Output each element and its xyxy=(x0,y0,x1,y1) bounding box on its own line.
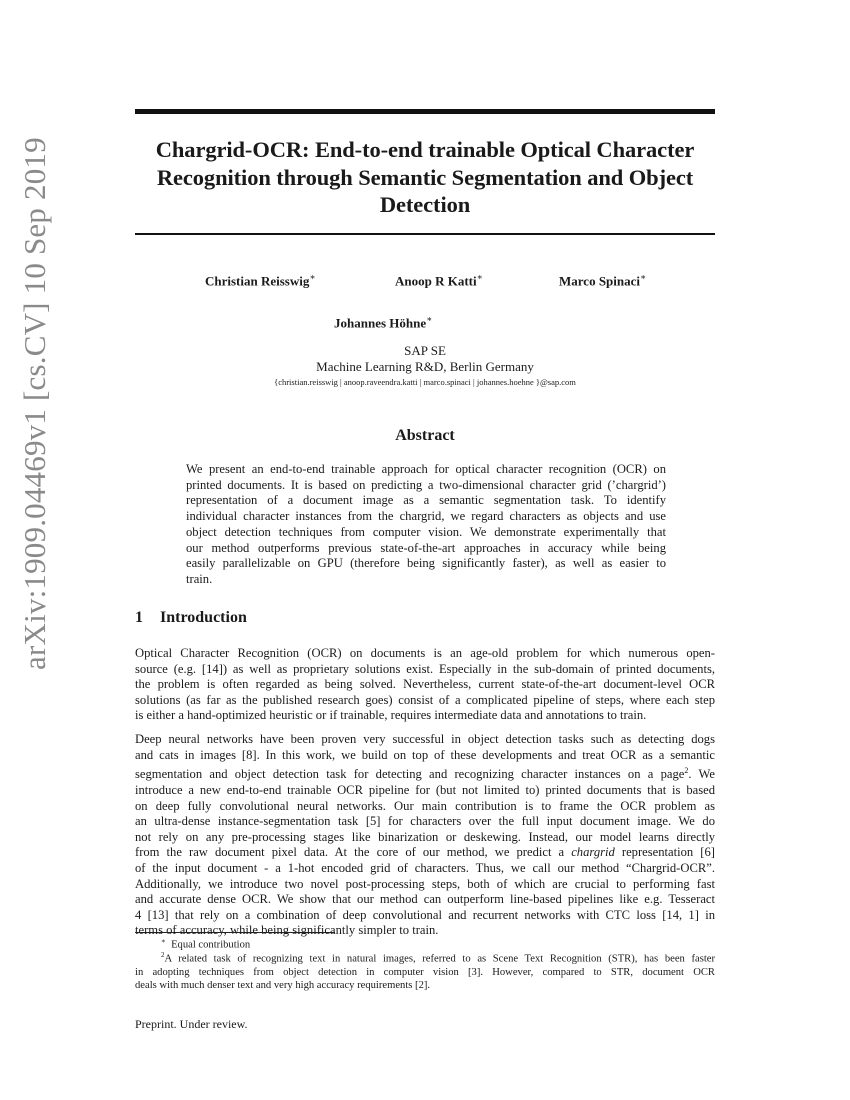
paragraph-line: not rely on any pre-processing stages like binarization or deskewing. Instead, our model learns directly xyxy=(135,829,715,844)
affiliation-org: SAP SE xyxy=(404,343,446,358)
abstract-line: our method outperforms previous state-of-the-art approaches in accuracy while being xyxy=(186,540,666,555)
footnote-rule xyxy=(135,932,335,933)
title-top-rule xyxy=(135,109,715,114)
paragraph-line: of the input document - a 1-hot encoded grid of characters. Thus, we call our method “Chargrid-OCR”. xyxy=(135,860,715,875)
arxiv-identifier: arXiv:1909.04469v1 [cs.CV] 10 Sep 2019 xyxy=(17,137,52,670)
section-number: 1 xyxy=(135,609,143,626)
abstract-line: train. xyxy=(186,571,213,586)
author-emails: {christian.reisswig | anoop.raveendra.katti | marco.spinaci | johannes.hoehne }@sap.com xyxy=(274,377,576,387)
section-title: Introduction xyxy=(160,609,247,626)
footnote-mark: ∗ xyxy=(161,937,166,945)
footnote-line: in adopting techniques from object detection in computer vision [3]. However, compared to STR, document OCR xyxy=(135,966,715,978)
paragraph-line: is either a hand-optimized heuristic or if trainable, requires intermediate data and annotations to train. xyxy=(135,708,647,723)
abstract-line: representation of a document image as a semantic segmentation task. To identify xyxy=(186,493,666,508)
title-line: Recognition through Semantic Segmentation and Object xyxy=(156,164,694,190)
footnote-text: Equal contribution xyxy=(171,939,251,951)
abstract-line: We present an end-to-end trainable approach for optical character recognition (OCR) on xyxy=(186,462,666,476)
title-line: Detection xyxy=(379,192,471,217)
paragraph-2 xyxy=(135,732,715,939)
title-line: Chargrid-OCR: End-to-end trainable Optical Character xyxy=(155,137,695,162)
paragraph-line: Optical Character Recognition (OCR) on documents is an age-old problem for which numerous open- xyxy=(135,646,715,660)
paper-title xyxy=(135,136,715,219)
paragraph-line: an ultra-dense instance-segmentation task [5] for characters over the full input document image. We do xyxy=(135,814,715,829)
footnote-text: A related task of recognizing text in natural images, referred to as Scene Text Recognition (STR), has been faster xyxy=(164,953,715,965)
paragraph-line: the problem is often regarded as being solved. Nevertheless, current state-of-the-art document-level OCR xyxy=(135,677,715,692)
paragraph-line: from the raw document pixel data. At the core of our method, we predict a chargrid representation [6] xyxy=(135,845,715,860)
footnote-ref: 2 xyxy=(684,766,689,776)
preprint-notice: Preprint. Under review. xyxy=(135,1017,248,1031)
paragraph-line: introduce a new end-to-end trainable OCR pipeline for (but not limited to) printed documents that is based xyxy=(135,782,715,797)
abstract-line: printed documents. It is based on predicting a two-dimensional character grid (’chargrid’) xyxy=(186,477,666,492)
paragraph-line: Deep neural networks have been proven very successful in object detection tasks such as detecting dogs xyxy=(135,732,715,746)
author-4: Johannes Höhne∗ xyxy=(334,314,433,331)
abstract-line: individual character instances from the chargrid, we regard characters as objects and use xyxy=(186,509,666,524)
author-2: Anoop R Katti∗ xyxy=(395,272,483,289)
paragraph-line: terms of accuracy, while being significantly simpler to train. xyxy=(135,923,439,938)
footnote-2 xyxy=(135,949,715,992)
paragraph-line: on deep fully convolutional neural networks. Our main contribution is to frame the OCR problem as xyxy=(135,798,715,813)
footnote-mark: 2 xyxy=(161,951,165,959)
author-3: Marco Spinaci∗ xyxy=(559,272,647,289)
abstract-heading: Abstract xyxy=(395,427,455,444)
author-1: Christian Reisswig∗ xyxy=(205,272,316,289)
abstract-body xyxy=(186,462,666,588)
paragraph-1 xyxy=(135,646,715,724)
paragraph-line: solutions (as far as the published research goes) consist of a complicated pipeline of steps, where each step xyxy=(135,692,715,707)
paragraph-line: 4 [13] that rely on a combination of deep convolutional and recurrent networks with CTC loss [14, 1] in xyxy=(135,907,715,922)
footnote-line: deals with much denser text and very high accuracy requirements [2]. xyxy=(135,979,431,991)
section-heading xyxy=(135,609,247,627)
abstract-line: easily parallelizable on GPU (therefore being significantly faster), as well as easier to xyxy=(186,556,666,571)
chargrid-emphasis: chargrid xyxy=(571,845,615,860)
paragraph-line: segmentation and object detection task for detecting and recognizing character instances on a page$^2$. We xyxy=(135,766,715,782)
paragraph-line: Additionally, we introduce two novel post-processing steps, both of which are crucial to performing fast xyxy=(135,876,715,891)
paragraph-line: and accurate dense OCR. We show that our method can outperform line-based pipelines like e.g. Tesseract xyxy=(135,892,715,907)
paragraph-line: and cats in images [8]. In this work, we build on top of these developments and treat OCR as a semantic xyxy=(135,747,715,762)
abstract-line: object detection techniques from computer vision. We demonstrate experimentally that xyxy=(186,524,666,539)
affiliation-dept: Machine Learning R&D, Berlin Germany xyxy=(316,359,534,374)
paragraph-line: source (e.g. [14]) as well as proprietary solutions exist. Especially in the sub-domain of printed documents, xyxy=(135,661,715,676)
title-bottom-rule xyxy=(135,233,715,235)
